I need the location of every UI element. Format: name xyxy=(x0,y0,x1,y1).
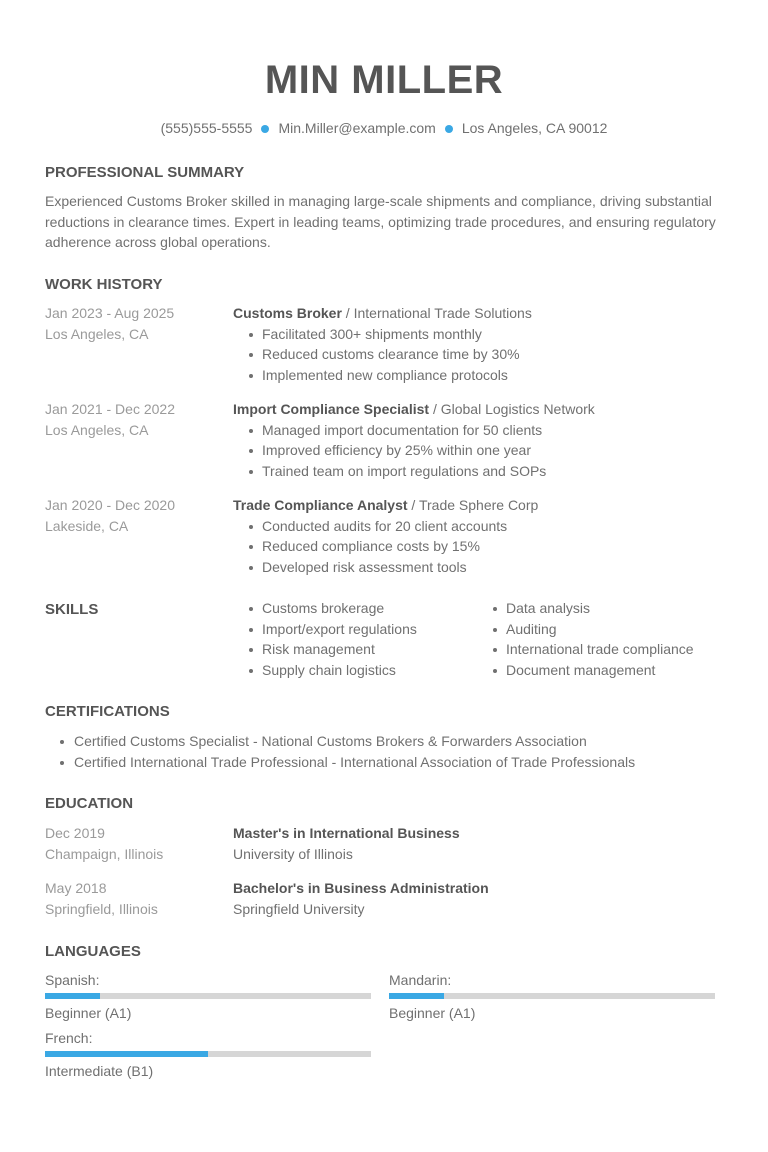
job-location: Lakeside, CA xyxy=(45,517,129,534)
job-detail xyxy=(233,303,733,385)
job-detail xyxy=(233,399,733,481)
bullet-dot-icon xyxy=(261,125,269,133)
skills-list xyxy=(477,598,737,680)
language-item xyxy=(389,970,715,1023)
job-dates: Jan 2020 - Dec 2020 xyxy=(45,497,175,513)
skill-item: Supply chain logistics xyxy=(233,660,473,681)
language-item xyxy=(45,970,371,1023)
degree-line xyxy=(233,878,489,899)
contact-line xyxy=(0,120,768,136)
job-title-line xyxy=(233,399,733,420)
location: Los Angeles, CA 90012 xyxy=(461,120,608,136)
education-meta xyxy=(45,823,163,864)
phone: (555)555-5555 xyxy=(160,120,253,136)
education-date: May 2018 xyxy=(45,880,107,896)
certifications-list xyxy=(45,731,745,772)
job-location: Los Angeles, CA xyxy=(45,325,149,342)
summary-heading: PROFESSIONAL SUMMARY xyxy=(45,164,245,181)
job-bullets xyxy=(233,420,733,482)
proficiency-bar xyxy=(45,1051,371,1057)
job-bullet: Managed import documentation for 50 clients xyxy=(233,420,733,441)
education-school: University of Illinois xyxy=(233,845,353,862)
job-meta xyxy=(45,495,175,536)
proficiency-fill xyxy=(45,993,100,999)
job-title-line xyxy=(233,495,733,516)
language-level: Beginner (A1) xyxy=(45,1005,132,1021)
job-bullet: Implemented new compliance protocols xyxy=(233,365,733,386)
skills-column xyxy=(477,598,737,680)
skill-item: Data analysis xyxy=(477,598,737,619)
language-name: Spanish: xyxy=(45,972,100,988)
skill-item: Customs brokerage xyxy=(233,598,473,619)
education-degree: Bachelor's in Business Administration xyxy=(233,880,489,896)
language-level: Intermediate (B1) xyxy=(45,1063,154,1079)
job-role: Customs Broker xyxy=(233,305,342,321)
language-name: French: xyxy=(45,1030,93,1046)
job-title-line xyxy=(233,303,733,324)
bullet-dot-icon xyxy=(445,125,453,133)
job-bullets xyxy=(233,516,733,578)
language-level: Beginner (A1) xyxy=(389,1005,476,1021)
education-detail xyxy=(233,823,460,864)
job-meta xyxy=(45,303,174,344)
skill-item: Risk management xyxy=(233,639,473,660)
skills-column xyxy=(233,598,473,680)
language-item xyxy=(45,1028,371,1081)
job-dates: Jan 2023 - Aug 2025 xyxy=(45,305,175,321)
certification-item: Certified Customs Specialist - National Customs Brokers & Forwarders Association xyxy=(45,731,745,752)
language-name: Mandarin: xyxy=(389,972,452,988)
certifications-heading: CERTIFICATIONS xyxy=(45,703,170,720)
job-bullet: Trained team on import regulations and SOPs xyxy=(233,461,733,482)
languages-heading: LANGUAGES xyxy=(45,943,141,960)
job-bullet: Improved efficiency by 25% within one year xyxy=(233,440,733,461)
job-location: Los Angeles, CA xyxy=(45,421,149,438)
proficiency-bar xyxy=(45,993,371,999)
education-location: Springfield, Illinois xyxy=(45,900,158,917)
job-bullet: Conducted audits for 20 client accounts xyxy=(233,516,733,537)
email: Min.Miller@example.com xyxy=(278,120,436,136)
job-role: Trade Compliance Analyst xyxy=(233,497,408,513)
job-role: Import Compliance Specialist xyxy=(233,401,430,417)
education-date: Dec 2019 xyxy=(45,825,105,841)
job-company: / International Trade Solutions xyxy=(341,305,532,321)
degree-line xyxy=(233,823,460,844)
job-meta xyxy=(45,399,175,440)
job-detail xyxy=(233,495,733,577)
candidate-name: MIN MILLER xyxy=(264,58,504,102)
job-company: / Trade Sphere Corp xyxy=(407,497,539,513)
job-bullet: Reduced customs clearance time by 30% xyxy=(233,344,733,365)
job-bullets xyxy=(233,324,733,386)
job-dates: Jan 2021 - Dec 2022 xyxy=(45,401,175,417)
proficiency-fill xyxy=(45,1051,208,1057)
education-meta xyxy=(45,878,158,919)
skill-item: Auditing xyxy=(477,619,737,640)
job-bullet: Developed risk assessment tools xyxy=(233,557,733,578)
education-degree: Master's in International Business xyxy=(233,825,460,841)
work-history-heading: WORK HISTORY xyxy=(45,276,163,293)
job-bullet: Facilitated 300+ shipments monthly xyxy=(233,324,733,345)
summary-text: Experienced Customs Broker skilled in managing large-scale shipments and compliance, driving substantial reductions in clearance times. Expert in leading teams, optimizing trade procedures, and ensuring regulatory adherence across global operations. xyxy=(45,193,716,250)
skill-item: Document management xyxy=(477,660,737,681)
proficiency-fill xyxy=(389,993,444,999)
education-heading: EDUCATION xyxy=(45,795,134,812)
certifications-bullets xyxy=(45,731,745,772)
skill-item: International trade compliance xyxy=(477,639,737,660)
skill-item: Import/export regulations xyxy=(233,619,473,640)
skills-heading: SKILLS xyxy=(45,601,99,618)
education-detail xyxy=(233,878,489,919)
proficiency-bar xyxy=(389,993,715,999)
education-school: Springfield University xyxy=(233,900,365,917)
job-bullet: Reduced compliance costs by 15% xyxy=(233,536,733,557)
education-location: Champaign, Illinois xyxy=(45,845,164,862)
skills-list xyxy=(233,598,473,680)
certification-item: Certified International Trade Professional - International Association of Trade Professionals xyxy=(45,752,745,773)
job-company: / Global Logistics Network xyxy=(429,401,595,417)
